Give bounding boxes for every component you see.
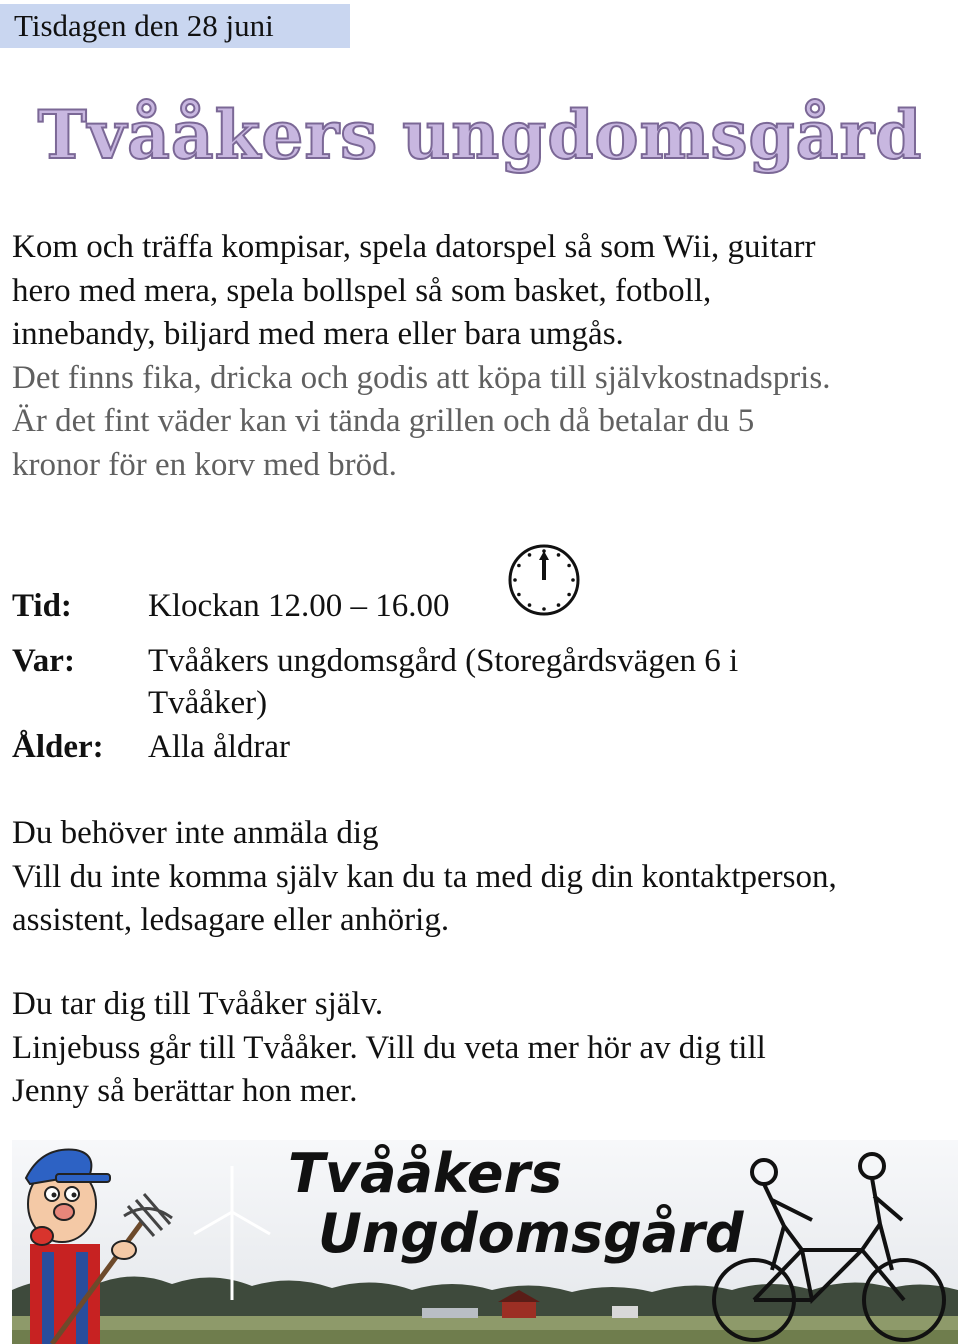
- intro-line-3: innebandy, biljard med mera eller bara umgås.: [12, 316, 624, 352]
- travel-info: [12, 983, 948, 1114]
- banner-scene: [12, 1140, 958, 1344]
- clock-icon: [506, 542, 582, 618]
- info2-line-2: Linjebuss går till Tvååker. Vill du veta mer hör av dig till: [12, 1029, 766, 1066]
- page-title: Tvååkers ungdomsgård: [37, 96, 923, 174]
- banner-logo-line-2: Ungdomsgård: [318, 1202, 744, 1265]
- info1-line-3: assistent, ledsagare eller anhörig.: [12, 902, 450, 938]
- registration-info: [12, 812, 948, 943]
- age-label: Ålder:: [12, 729, 104, 765]
- time-label: Tid:: [12, 588, 72, 624]
- detail-row-time: [12, 585, 450, 627]
- info2-line-1: Du tar dig till Tvååker själv.: [12, 986, 384, 1022]
- detail-row-place: [12, 640, 738, 724]
- intro-line-5: Är det fint väder kan vi tända grillen och då betalar du 5: [12, 403, 755, 439]
- intro-line-4: Det finns fika, dricka och godis att köpa till självkostnadspris.: [12, 359, 831, 396]
- info2-line-3: Jenny så berättar hon mer.: [12, 1073, 358, 1109]
- info1-line-1: Du behöver inte anmäla dig: [12, 815, 379, 851]
- intro-paragraph: [12, 226, 948, 487]
- banner-logo-line-1: Tvååkers: [288, 1142, 563, 1205]
- detail-row-age: [12, 726, 290, 768]
- time-value: Klockan 12.00 – 16.00: [148, 588, 450, 624]
- place-value-line-1: Tvååkers ungdomsgård (Storegårdsvägen 6 i: [148, 643, 739, 679]
- info1-line-2: Vill du inte komma själv kan du ta med dig din kontaktperson,: [12, 858, 837, 895]
- barn-shape: [502, 1302, 536, 1318]
- intro-line-6: kronor för en korv med bröd.: [12, 446, 397, 483]
- place-label: Var:: [12, 643, 75, 679]
- place-value-line-2: Tvååker): [148, 685, 268, 721]
- date-tag: Tisdagen den 28 juni: [0, 4, 350, 48]
- age-value: Alla åldrar: [148, 729, 291, 765]
- intro-line-1: Kom och träffa kompisar, spela datorspel så som Wii, guitarr: [12, 229, 816, 265]
- intro-line-2: hero med mera, spela bollspel så som basket, fotboll,: [12, 272, 712, 309]
- banner-image: [12, 1140, 958, 1344]
- place-value: [148, 640, 738, 724]
